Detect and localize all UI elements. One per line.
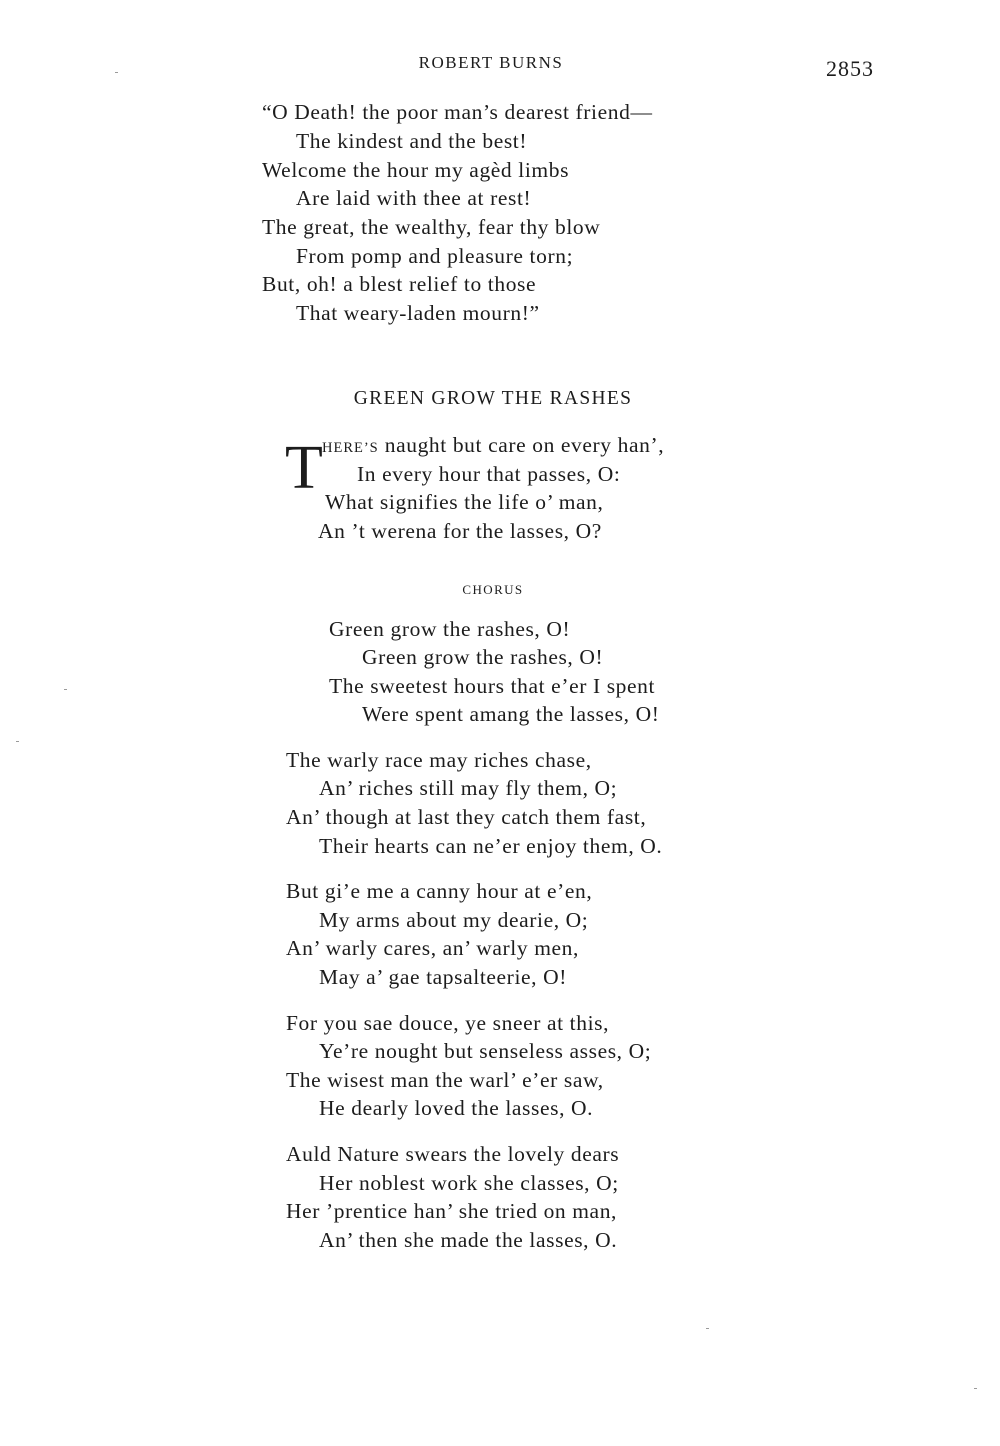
drop-cap: T [285,434,323,502]
chorus-label: CHORUS [462,582,524,597]
poem-title: GREEN GROW THE RASHES [353,388,633,409]
verse-line: But gi’e me a canny hour at e’en, [286,879,593,903]
verse-line: “O Death! the poor man’s dearest friend— [262,100,653,124]
first-word-smallcaps: HERE’S [322,440,379,456]
verse-line: The wisest man the warl’ e’er saw, [286,1068,604,1092]
verse-line: My arms about my dearie, O; [319,908,589,932]
verse-line: For you sae douce, ye sneer at this, [286,1011,610,1035]
verse-line: Were spent amang the lasses, O! [362,702,660,726]
verse-line: Ye’re nought but senseless asses, O; [319,1039,652,1063]
scan-speck [16,741,19,742]
verse-line: Their hearts can ne’er enjoy them, O. [319,834,663,858]
verse-line: The kindest and the best! [296,129,528,153]
verse-line: An ’t werena for the lasses, O? [318,519,602,543]
verse-line: An’ warly cares, an’ warly men, [286,936,579,960]
page-number: 2853 [826,56,874,81]
verse-line: An’ though at last they catch them fast, [286,805,647,829]
verse-line: That weary-laden mourn!” [296,301,540,325]
verse-line: Green grow the rashes, O! [362,645,604,669]
verse-line: Welcome the hour my agèd limbs [262,158,570,182]
verse-line: What signifies the life o’ man, [325,490,604,514]
verse-line: He dearly loved the lasses, O. [319,1096,594,1120]
verse-line: Her ’prentice han’ she tried on man, [286,1199,618,1223]
verse-line: Are laid with thee at rest! [296,186,532,210]
verse-line: Auld Nature swears the lovely dears [286,1142,620,1166]
first-line-rest: naught but care on every han’, [378,433,665,457]
scan-speck [706,1328,709,1329]
verse-line: An’ then she made the lasses, O. [319,1228,618,1252]
verse-line: But, oh! a blest relief to those [262,272,537,296]
verse-line: The sweetest hours that e’er I spent [329,674,656,698]
scan-speck [115,72,118,73]
verse-line: From pomp and pleasure torn; [296,244,574,268]
scan-speck [64,689,67,690]
verse-line: The great, the wealthy, fear thy blow [262,215,601,239]
verse-line: An’ riches still may fly them, O; [319,776,618,800]
verse-line: Her noblest work she classes, O; [319,1171,619,1195]
scan-speck [974,1388,977,1389]
verse-line-first [322,431,664,462]
verse-line: In every hour that passes, O: [357,462,621,486]
verse-line: The warly race may riches chase, [286,748,592,772]
verse-line: May a’ gae tapsalteerie, O! [319,965,567,989]
verse-line: Green grow the rashes, O! [329,617,571,641]
running-head: ROBERT BURNS [418,53,564,72]
